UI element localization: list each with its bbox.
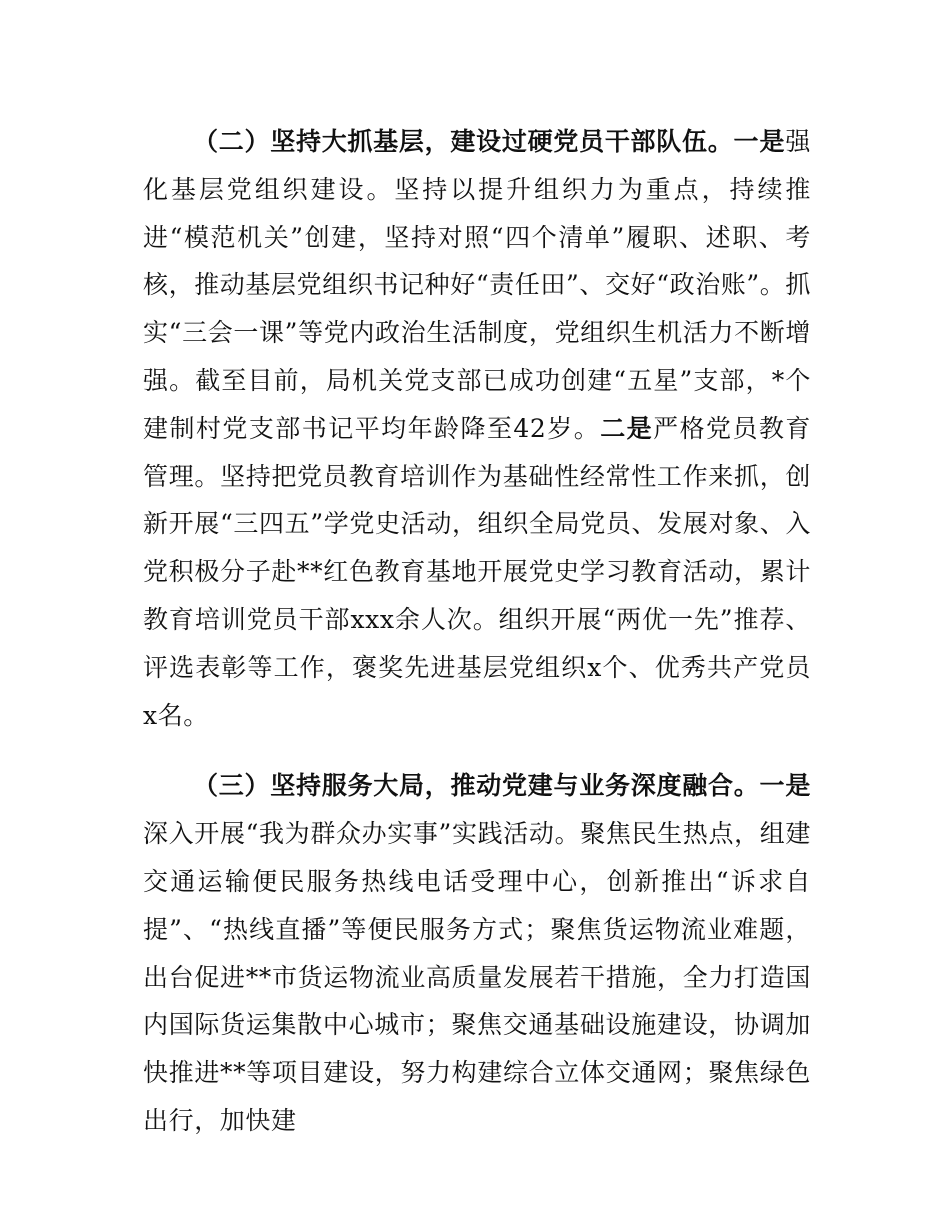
section-3-lead-1: 一是 — [759, 771, 812, 801]
section-2-lead-1: 一是 — [733, 127, 786, 156]
section-2-lead-2: 二是 — [600, 413, 654, 443]
section-3-text-1: 深入开展“我为群众办实事”实践活动。聚焦民生热点，组建交通运输便民服务热线电话受理中心，创新推出“诉求自提”、“热线直播”等便民服务方式；聚焦货运物流业难题，出台促进**市货运物流业高质量发展若干措施，全力打造国内国际货运集散中心城市；聚焦交通基础设施建设，协调加快推进**等项目建设，努力构建综合立体交通网；聚焦绿色出行，加快建 — [143, 819, 811, 1135]
section-3-heading: （三）坚持服务大局，推动党建与业务深度融合。 — [193, 771, 760, 801]
section-2-heading: （二）坚持大抓基层，建设过硬党员干部队伍。 — [193, 127, 734, 156]
section-2-text-1: 强化基层党组织建设。坚持以提升组织力为重点，持续推进“模范机关”创建，坚持对照“四个清单”履职、述职、考核，推动基层党组织书记种好“责任田”、交好“政治账”。抓实“三会一课”等党内政治生活制度，党组织生机活力不断增强。截至目前，局机关党支部已成功创建“五星”支部，*个建制村党支部书记平均年龄降至42岁。 — [143, 127, 812, 443]
section-2-paragraph — [143, 118, 811, 739]
section-2-text-2: 严格党员教育管理。坚持把党员教育培训作为基础性经常性工作来抓，创新开展“三四五”学党史活动，组织全局党员、发展对象、入党积极分子赴**红色教育基地开展党史学习教育活动，累计教育培训党员干部xxx余人次。组织开展“两优一先”推荐、评选表彰等工作，褒奖先进基层党组织x个、优秀共产党员x名。 — [143, 413, 811, 730]
section-3-paragraph — [143, 762, 811, 1144]
document-page — [143, 118, 811, 1145]
